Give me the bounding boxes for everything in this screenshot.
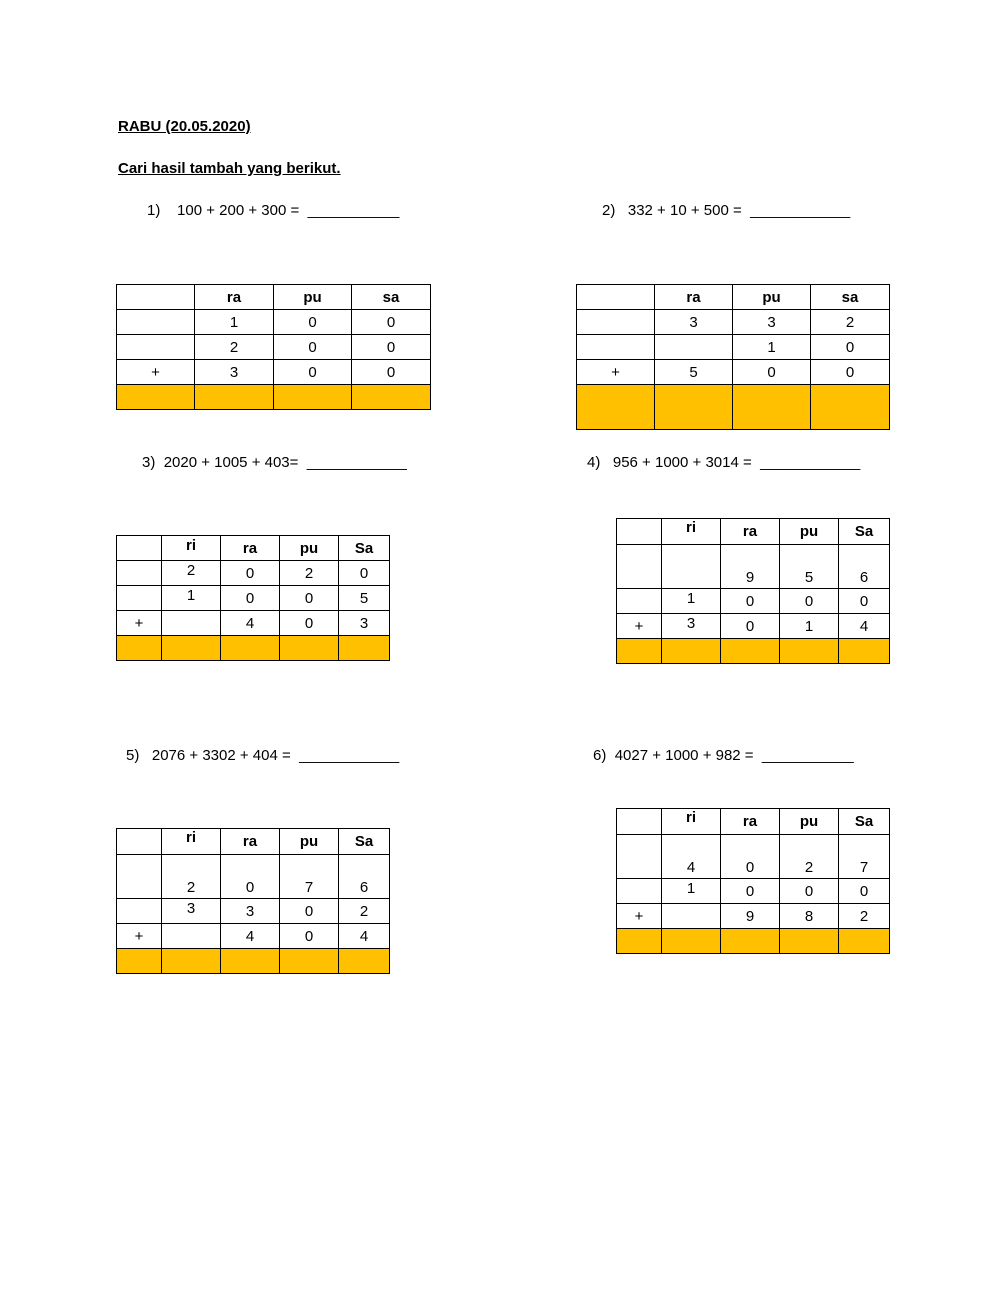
answer-cell[interactable] [617, 929, 662, 954]
header-cell: Sa [839, 519, 890, 545]
answer-cell[interactable] [617, 639, 662, 664]
question-number: 5) [126, 747, 140, 764]
plus-sign: + [117, 611, 162, 636]
answer-cell[interactable] [339, 636, 390, 661]
answer-cell[interactable] [195, 385, 274, 410]
cell [162, 611, 221, 636]
cell: 0 [839, 879, 890, 904]
cell [617, 589, 662, 614]
cell: 8 [780, 904, 839, 929]
place-value-table-4 [616, 518, 890, 664]
answer-cell[interactable] [274, 385, 352, 410]
question-number: 6) [593, 747, 607, 764]
cell [577, 335, 655, 360]
header-cell: ra [655, 285, 733, 310]
cell: 0 [780, 879, 839, 904]
plus-sign: + [117, 924, 162, 949]
cell: 9 [721, 545, 780, 589]
header-cell [117, 536, 162, 561]
cell: 1 [733, 335, 811, 360]
header-cell: ri [662, 809, 721, 835]
header-cell: ri [662, 519, 721, 545]
cell: 1 [195, 310, 274, 335]
question-2 [602, 202, 850, 219]
cell: 0 [339, 561, 390, 586]
cell: 0 [721, 835, 780, 879]
instruction: Cari hasil tambah yang berikut. [118, 160, 341, 177]
cell [617, 879, 662, 904]
header-cell: sa [352, 285, 431, 310]
answer-cell[interactable] [839, 639, 890, 664]
header-cell: pu [780, 519, 839, 545]
question-number: 1) [147, 202, 161, 219]
header-cell: pu [280, 536, 339, 561]
header-cell: pu [780, 809, 839, 835]
answer-cell[interactable] [662, 639, 721, 664]
header-cell: ra [721, 809, 780, 835]
cell: 0 [274, 310, 352, 335]
cell: 0 [811, 360, 890, 385]
cell: 0 [721, 614, 780, 639]
question-expression: 100 + 200 + 300 = [177, 202, 300, 219]
answer-cell[interactable] [162, 636, 221, 661]
answer-blank[interactable]: ___________ [761, 747, 854, 764]
cell: 4 [839, 614, 890, 639]
cell: 6 [339, 855, 390, 899]
cell [117, 899, 162, 924]
header-cell: Sa [339, 829, 390, 855]
plus-sign: + [117, 360, 195, 385]
cell: 3 [195, 360, 274, 385]
answer-cell[interactable] [662, 929, 721, 954]
cell [117, 310, 195, 335]
cell [617, 835, 662, 879]
answer-cell[interactable] [577, 385, 655, 430]
answer-blank[interactable]: ____________ [306, 454, 407, 471]
header-cell: sa [811, 285, 890, 310]
answer-cell[interactable] [780, 929, 839, 954]
answer-blank[interactable]: ____________ [760, 454, 861, 471]
header-cell [117, 285, 195, 310]
cell: 0 [352, 335, 431, 360]
cell: 2 [839, 904, 890, 929]
cell: 1 [162, 586, 221, 611]
place-value-table-1 [116, 284, 431, 410]
cell: 5 [655, 360, 733, 385]
header-cell [617, 519, 662, 545]
question-number: 2) [602, 202, 616, 219]
answer-cell[interactable] [733, 385, 811, 430]
cell: 4 [339, 924, 390, 949]
answer-blank[interactable]: ___________ [307, 202, 400, 219]
cell [117, 586, 162, 611]
cell: 4 [221, 611, 280, 636]
cell: 0 [280, 611, 339, 636]
question-6 [593, 747, 854, 764]
plus-sign: + [577, 360, 655, 385]
answer-blank[interactable]: ____________ [299, 747, 400, 764]
cell: 9 [721, 904, 780, 929]
answer-cell[interactable] [839, 929, 890, 954]
place-value-table-3 [116, 535, 390, 661]
cell [162, 924, 221, 949]
page-title: RABU (20.05.2020) [118, 118, 251, 135]
cell: 0 [839, 589, 890, 614]
cell: 2 [780, 835, 839, 879]
cell: 0 [280, 586, 339, 611]
question-number: 3) [142, 454, 156, 471]
header-cell: Sa [839, 809, 890, 835]
answer-cell[interactable] [721, 639, 780, 664]
answer-cell[interactable] [280, 636, 339, 661]
answer-cell[interactable] [811, 385, 890, 430]
header-cell [617, 809, 662, 835]
question-5 [126, 747, 399, 764]
cell [577, 310, 655, 335]
header-cell: pu [733, 285, 811, 310]
answer-cell[interactable] [352, 385, 431, 410]
header-cell: ri [162, 829, 221, 855]
cell [117, 855, 162, 899]
place-value-table-2 [576, 284, 890, 430]
question-4 [587, 454, 860, 471]
cell: 7 [280, 855, 339, 899]
answer-cell[interactable] [221, 949, 280, 974]
cell: 0 [280, 899, 339, 924]
answer-cell[interactable] [221, 636, 280, 661]
cell [117, 561, 162, 586]
cell: 2 [195, 335, 274, 360]
cell: 1 [662, 879, 721, 904]
answer-cell[interactable] [117, 636, 162, 661]
question-1 [147, 202, 399, 219]
cell: 1 [662, 589, 721, 614]
header-cell [577, 285, 655, 310]
cell: 0 [352, 310, 431, 335]
cell: 0 [721, 879, 780, 904]
question-number: 4) [587, 454, 601, 471]
header-cell: pu [280, 829, 339, 855]
cell: 1 [780, 614, 839, 639]
answer-cell[interactable] [117, 949, 162, 974]
cell: 3 [221, 899, 280, 924]
cell: 5 [780, 545, 839, 589]
cell: 0 [274, 335, 352, 360]
answer-cell[interactable] [162, 949, 221, 974]
question-expression: 4027 + 1000 + 982 = [614, 747, 754, 764]
cell [662, 545, 721, 589]
cell: 2 [811, 310, 890, 335]
cell: 0 [221, 561, 280, 586]
header-cell: ra [221, 536, 280, 561]
answer-cell[interactable] [721, 929, 780, 954]
question-expression: 956 + 1000 + 3014 = [612, 454, 752, 471]
cell: 2 [280, 561, 339, 586]
answer-cell[interactable] [280, 949, 339, 974]
header-cell: pu [274, 285, 352, 310]
header-cell: Sa [339, 536, 390, 561]
header-cell: ra [195, 285, 274, 310]
cell: 0 [352, 360, 431, 385]
place-value-table-6 [616, 808, 890, 954]
cell: 2 [339, 899, 390, 924]
answer-blank[interactable]: ____________ [750, 202, 851, 219]
cell: 3 [162, 899, 221, 924]
cell: 3 [662, 614, 721, 639]
plus-sign: + [617, 904, 662, 929]
question-expression: 332 + 10 + 500 = [627, 202, 742, 219]
cell: 4 [221, 924, 280, 949]
cell: 0 [274, 360, 352, 385]
plus-sign: + [617, 614, 662, 639]
place-value-table-5 [116, 828, 390, 974]
question-3 [142, 454, 407, 471]
cell [117, 335, 195, 360]
answer-cell[interactable] [117, 385, 195, 410]
cell: 7 [839, 835, 890, 879]
cell: 0 [733, 360, 811, 385]
answer-cell[interactable] [655, 385, 733, 430]
cell: 0 [221, 855, 280, 899]
cell: 0 [811, 335, 890, 360]
cell: 3 [339, 611, 390, 636]
cell: 3 [655, 310, 733, 335]
question-expression: 2076 + 3302 + 404 = [151, 747, 291, 764]
header-cell [117, 829, 162, 855]
cell: 2 [162, 855, 221, 899]
cell: 0 [780, 589, 839, 614]
cell: 0 [221, 586, 280, 611]
cell: 0 [280, 924, 339, 949]
cell: 3 [733, 310, 811, 335]
answer-cell[interactable] [339, 949, 390, 974]
cell [617, 545, 662, 589]
header-cell: ri [162, 536, 221, 561]
answer-cell[interactable] [780, 639, 839, 664]
cell: 0 [721, 589, 780, 614]
cell: 6 [839, 545, 890, 589]
header-cell: ra [221, 829, 280, 855]
cell [655, 335, 733, 360]
cell: 4 [662, 835, 721, 879]
cell: 5 [339, 586, 390, 611]
cell [662, 904, 721, 929]
cell: 2 [162, 561, 221, 586]
question-expression: 2020 + 1005 + 403= [163, 454, 299, 471]
header-cell: ra [721, 519, 780, 545]
